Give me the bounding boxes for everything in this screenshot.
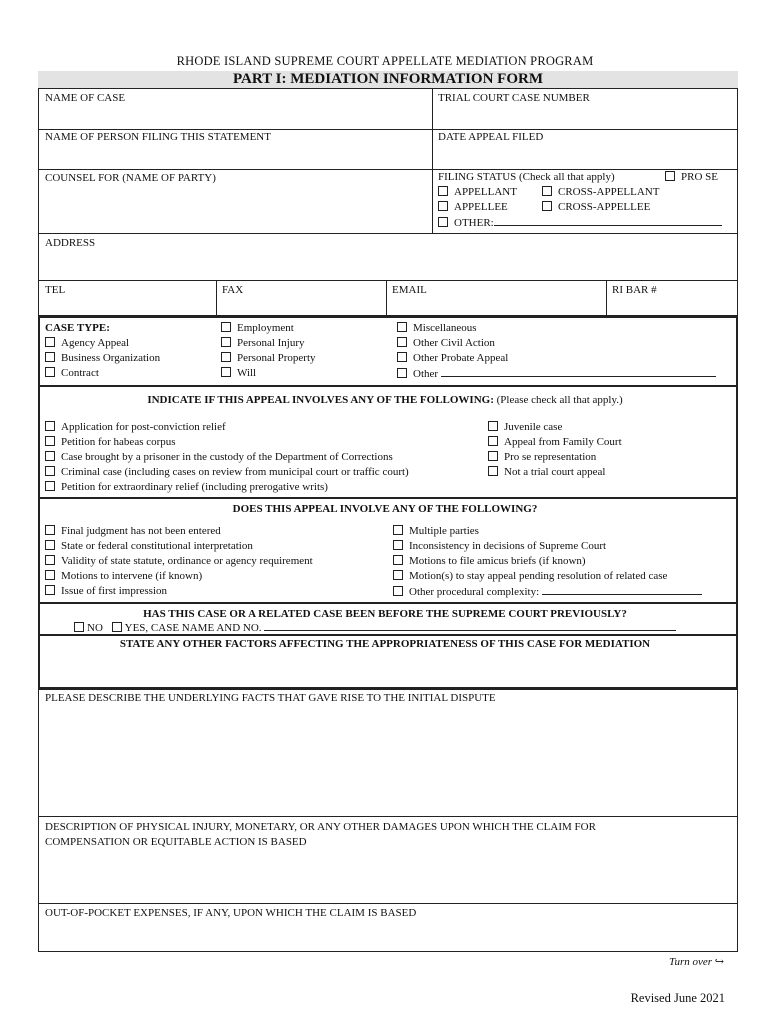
prisoner-case-checkbox[interactable]	[45, 451, 55, 461]
revision-date: Revised June 2021	[630, 991, 725, 1005]
criminal-case-checkbox[interactable]	[45, 466, 55, 476]
indicate-item[interactable]: Petition for extraordinary relief (including prerogative writs)	[45, 480, 328, 495]
case-type-other[interactable]: Other	[397, 366, 716, 381]
cross-appellee-option[interactable]: CROSS-APPELLEE	[542, 200, 650, 215]
underlying-facts-field[interactable]: PLEASE DESCRIBE THE UNDERLYING FACTS THAT GAVE RISE TO THE INITIAL DISPUTE	[45, 692, 496, 704]
juvenile-case-checkbox[interactable]	[488, 421, 498, 431]
appellee-option[interactable]: APPELLEE	[438, 200, 508, 215]
other-probate-appeal-checkbox[interactable]	[397, 352, 407, 362]
case-name-line[interactable]	[264, 620, 676, 631]
indicate-item[interactable]: Application for post-conviction relief	[45, 420, 226, 435]
case-type-will[interactable]: Will	[221, 366, 256, 381]
miscellaneous-checkbox[interactable]	[397, 322, 407, 332]
not-trial-court-checkbox[interactable]	[488, 466, 498, 476]
other-civil-action-checkbox[interactable]	[397, 337, 407, 347]
other-factors-field[interactable]: STATE ANY OTHER FACTORS AFFECTING THE APPROPRIATENESS OF THIS CASE FOR MEDIATION	[119, 638, 651, 650]
other-status-option[interactable]: OTHER:	[438, 215, 722, 230]
first-impression-checkbox[interactable]	[45, 585, 55, 595]
appellant-option[interactable]: APPELLANT	[438, 185, 517, 200]
statute-validity-checkbox[interactable]	[45, 555, 55, 565]
amicus-briefs-checkbox[interactable]	[393, 555, 403, 565]
trial-court-case-number-field[interactable]: TRIAL COURT CASE NUMBER	[438, 92, 590, 104]
out-of-pocket-field[interactable]: OUT-OF-POCKET EXPENSES, IF ANY, UPON WHICH THE CLAIM IS BASED	[45, 907, 417, 919]
yes-checkbox[interactable]	[112, 622, 122, 632]
procedural-complexity-checkbox[interactable]	[393, 586, 403, 596]
case-type-personal-injury[interactable]: Personal Injury	[221, 336, 305, 351]
involve-item[interactable]: Motions to file amicus briefs (if known)	[393, 554, 586, 569]
case-type-label: CASE TYPE:	[45, 322, 110, 334]
indicate-item[interactable]: Case brought by a prisoner in the custody of the Department of Corrections	[45, 450, 393, 465]
final-judgment-checkbox[interactable]	[45, 525, 55, 535]
damages-field-line1[interactable]: DESCRIPTION OF PHYSICAL INJURY, MONETARY, OR ANY OTHER DAMAGES UPON WHICH THE CLAIM FOR	[45, 821, 596, 833]
indicate-heading: INDICATE IF THIS APPEAL INVOLVES ANY OF THE FOLLOWING: (Please check all that apply.)	[147, 394, 623, 406]
involve-item[interactable]: Inconsistency in decisions of Supreme Court	[393, 539, 606, 554]
email-field[interactable]: EMAIL	[392, 284, 427, 296]
counsel-for-field[interactable]: COUNSEL FOR (NAME OF PARTY)	[45, 172, 216, 184]
indicate-item[interactable]: Pro se representation	[488, 450, 596, 465]
inconsistency-checkbox[interactable]	[393, 540, 403, 550]
appellee-checkbox[interactable]	[438, 201, 448, 211]
procedural-complexity-line[interactable]	[542, 584, 702, 595]
indicate-item[interactable]: Not a trial court appeal	[488, 465, 605, 480]
no-checkbox[interactable]	[74, 622, 84, 632]
involve-item[interactable]: Issue of first impression	[45, 584, 167, 599]
ri-bar-field[interactable]: RI BAR #	[612, 284, 657, 296]
other-case-type-line[interactable]	[441, 366, 716, 377]
post-conviction-checkbox[interactable]	[45, 421, 55, 431]
name-of-case-field[interactable]: NAME OF CASE	[45, 92, 126, 104]
indicate-item[interactable]: Appeal from Family Court	[488, 435, 622, 450]
constitutional-checkbox[interactable]	[45, 540, 55, 550]
cross-appellant-checkbox[interactable]	[542, 186, 552, 196]
involve-item[interactable]: Final judgment has not been entered	[45, 524, 221, 539]
address-field[interactable]: ADDRESS	[45, 237, 96, 249]
stay-appeal-checkbox[interactable]	[393, 570, 403, 580]
pro-se-checkbox[interactable]	[665, 171, 675, 181]
involve-item[interactable]: Motions to intervene (if known)	[45, 569, 202, 584]
agency-appeal-checkbox[interactable]	[45, 337, 55, 347]
case-type-contract[interactable]: Contract	[45, 366, 99, 381]
family-court-checkbox[interactable]	[488, 436, 498, 446]
case-type-miscellaneous[interactable]: Miscellaneous	[397, 321, 477, 336]
intervene-checkbox[interactable]	[45, 570, 55, 580]
case-type-other-civil-action[interactable]: Other Civil Action	[397, 336, 495, 351]
cross-appellant-option[interactable]: CROSS-APPELLANT	[542, 185, 659, 200]
involve-heading: DOES THIS APPEAL INVOLVE ANY OF THE FOLLOWING?	[232, 503, 538, 515]
appellant-checkbox[interactable]	[438, 186, 448, 196]
case-type-employment[interactable]: Employment	[221, 321, 294, 336]
other-status-line[interactable]	[494, 215, 722, 226]
case-type-business-organization[interactable]: Business Organization	[45, 351, 160, 366]
involve-item[interactable]: State or federal constitutional interpretation	[45, 539, 253, 554]
indicate-item[interactable]: Petition for habeas corpus	[45, 435, 176, 450]
involve-item[interactable]: Motion(s) to stay appeal pending resolution of related case	[393, 569, 667, 584]
previous-heading: HAS THIS CASE OR A RELATED CASE BEEN BEFORE THE SUPREME COURT PREVIOUSLY?	[143, 608, 627, 620]
date-appeal-filed-field[interactable]: DATE APPEAL FILED	[438, 131, 544, 143]
contract-checkbox[interactable]	[45, 367, 55, 377]
turnover-arrow-icon: ↪	[714, 956, 724, 968]
case-type-personal-property[interactable]: Personal Property	[221, 351, 316, 366]
involve-item[interactable]: Multiple parties	[393, 524, 479, 539]
form-title: PART I: MEDIATION INFORMATION FORM	[38, 71, 738, 88]
indicate-item[interactable]: Juvenile case	[488, 420, 562, 435]
tel-field[interactable]: TEL	[45, 284, 66, 296]
filing-status-label: FILING STATUS (Check all that apply)	[438, 171, 615, 183]
extraordinary-relief-checkbox[interactable]	[45, 481, 55, 491]
fax-field[interactable]: FAX	[222, 284, 244, 296]
indicate-item[interactable]: Criminal case (including cases on review from municipal court or traffic court)	[45, 465, 409, 480]
employment-checkbox[interactable]	[221, 322, 231, 332]
pro-se-representation-checkbox[interactable]	[488, 451, 498, 461]
personal-property-checkbox[interactable]	[221, 352, 231, 362]
previous-options: NO YES, CASE NAME AND NO.	[74, 620, 676, 635]
cross-appellee-checkbox[interactable]	[542, 201, 552, 211]
program-header: RHODE ISLAND SUPREME COURT APPELLATE MEDIATION PROGRAM	[176, 54, 594, 68]
damages-field-line2[interactable]: COMPENSATION OR EQUITABLE ACTION IS BASED	[45, 836, 307, 848]
pro-se-option[interactable]: PRO SE	[665, 170, 718, 185]
will-checkbox[interactable]	[221, 367, 231, 377]
personal-injury-checkbox[interactable]	[221, 337, 231, 347]
person-filing-field[interactable]: NAME OF PERSON FILING THIS STATEMENT	[45, 131, 271, 143]
turnover-note: Turn over ↪	[668, 956, 724, 968]
other-status-checkbox[interactable]	[438, 217, 448, 227]
other-case-type-checkbox[interactable]	[397, 368, 407, 378]
involve-item[interactable]: Validity of state statute, ordinance or agency requirement	[45, 554, 313, 569]
multiple-parties-checkbox[interactable]	[393, 525, 403, 535]
involve-item[interactable]: Other procedural complexity:	[393, 584, 702, 599]
habeas-corpus-checkbox[interactable]	[45, 436, 55, 446]
case-type-other-probate-appeal[interactable]: Other Probate Appeal	[397, 351, 508, 366]
case-type-agency-appeal[interactable]: Agency Appeal	[45, 336, 129, 351]
business-organization-checkbox[interactable]	[45, 352, 55, 362]
